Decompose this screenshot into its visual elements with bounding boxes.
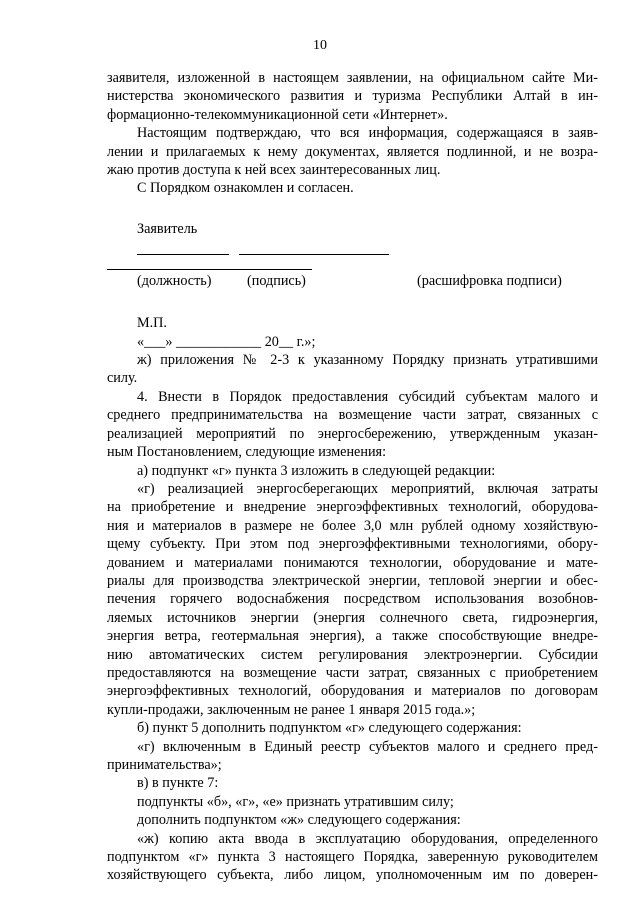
date-line xyxy=(107,333,598,351)
text-line: подпункты «б», «г», «е» признать утратившим силу; xyxy=(137,793,454,810)
applicant-text: Заявитель xyxy=(137,220,198,237)
paragraph-zh-text xyxy=(107,830,598,885)
paragraph-dopolnit xyxy=(107,811,598,829)
spacer xyxy=(107,198,598,220)
paragraph-g-text xyxy=(107,480,598,719)
signature-rule-short-1 xyxy=(137,254,229,255)
date-text: «___» ____________ 20__ г.»; xyxy=(137,333,316,350)
text-line: дованием и материалами понимаются технологии, оборудование и мате- xyxy=(107,554,598,571)
text-line: на приобретение и внедрение энергоэффективных технологий, оборудова- xyxy=(107,499,598,516)
text-line: силу. xyxy=(107,370,138,387)
text-line: энергоэффективных технологий, оборудования и материалов по договорам xyxy=(107,683,598,700)
text-line: ния и материалов в размере не более 3,0 млн рублей одному хозяйствую- xyxy=(107,517,598,534)
text-line: жаю против доступа к ней всех заинтересованных лиц. xyxy=(107,162,441,179)
text-line: «г) реализацией энергосберегающих мероприятий, включая затраты xyxy=(137,480,598,497)
stamp-place xyxy=(107,314,598,332)
paragraph-agreement xyxy=(107,179,598,197)
paragraph-g2-text xyxy=(107,738,598,775)
text-line: риалы для производства электрической энергии, тепловой энергии и обес- xyxy=(107,572,598,589)
text-line: нию автоматических систем регулирования электроэнергии. Субсидии xyxy=(107,646,598,663)
signature-labels xyxy=(107,272,598,292)
text-line: С Порядком ознакомлен и согласен. xyxy=(137,180,354,197)
text-line: среднего предпринимательства на возмещение части затрат, связанных с xyxy=(107,407,598,424)
text-line: «г) включенным в Единый реестр субъектов малого и среднего пред- xyxy=(137,738,598,755)
signature-rule-long xyxy=(107,269,312,270)
paragraph-confirmation xyxy=(107,124,598,179)
text-line: а) подпункт «г» пункта 3 изложить в следующей редакции: xyxy=(137,462,496,479)
page-number: 10 xyxy=(313,38,327,53)
paragraph-v xyxy=(107,774,598,792)
text-line: дополнить подпунктом «ж» следующего содержания: xyxy=(137,812,461,829)
signature-lines xyxy=(107,238,598,272)
text-line: реализацией мероприятий по энергосбережению, утвержденным указан- xyxy=(107,425,598,442)
text-line: в) в пункте 7: xyxy=(137,775,219,792)
text-line: лении и прилагаемых к нему документах, является подлинной, и не возра- xyxy=(107,143,598,160)
paragraph-podpunkty xyxy=(107,793,598,811)
text-line: ж) приложения № 2-3 к указанному Порядку признать утратившими xyxy=(137,352,598,369)
text-line: щему субъекту. При этом под энергоэффективными технологиями, обору- xyxy=(107,536,598,553)
text-line: «ж) копию акта ввода в эксплуатацию оборудования, определенного xyxy=(137,830,598,847)
stamp-text: М.П. xyxy=(137,315,167,332)
text-line: предоставляются на возмещение части затрат, связанных с приобретением xyxy=(107,664,598,681)
text-line: печения горячего водоснабжения посредством использования возобнов- xyxy=(107,591,598,608)
applicant-label xyxy=(107,220,598,238)
paragraph-b xyxy=(107,719,598,737)
text-line: купли-продажи, заключенным не ранее 1 января 2015 года.»; xyxy=(107,701,476,718)
text-line: принимательства»; xyxy=(107,757,222,773)
document-body xyxy=(107,69,598,885)
paragraph-a xyxy=(107,462,598,480)
text-line: ляемых источников энергии (энергия солнечного света, гидроэнергия, xyxy=(107,609,598,626)
label-signature: (подпись) xyxy=(247,273,306,290)
text-line: заявителя, изложенной в настоящем заявлении, на официальном сайте Ми- xyxy=(107,70,598,86)
text-line: б) пункт 5 дополнить подпунктом «г» следующего содержания: xyxy=(137,720,522,737)
text-line: энергия ветра, геотермальная энергия), а также способствующие внедре- xyxy=(107,628,598,645)
text-line: подпунктом «г» пункта 3 настоящего Порядка, заверенную руководителем xyxy=(107,849,598,866)
spacer xyxy=(107,292,598,314)
text-line: нистерства экономического развития и туризма Республики Алтай в ин- xyxy=(107,88,598,105)
signature-rule-short-2 xyxy=(239,254,389,255)
paragraph-zh-appendix xyxy=(107,351,598,388)
label-position: (должность) xyxy=(137,273,212,290)
text-line: ным Постановлением, следующие изменения: xyxy=(107,444,387,461)
text-line: формационно-телекоммуникационной сети «Интернет». xyxy=(107,106,448,123)
label-decryption: (расшифровка подписи) xyxy=(417,273,562,290)
paragraph-publication-consent xyxy=(107,69,598,124)
paragraph-item-4 xyxy=(107,388,598,462)
text-line: Настоящим подтверждаю, что вся информация, содержащаяся в заяв- xyxy=(137,125,598,142)
text-line: хозяйствующего субъекта, либо лицом, уполномоченным им по доверен- xyxy=(107,867,598,884)
text-line: 4. Внести в Порядок предоставления субсидий субъектам малого и xyxy=(137,388,598,405)
